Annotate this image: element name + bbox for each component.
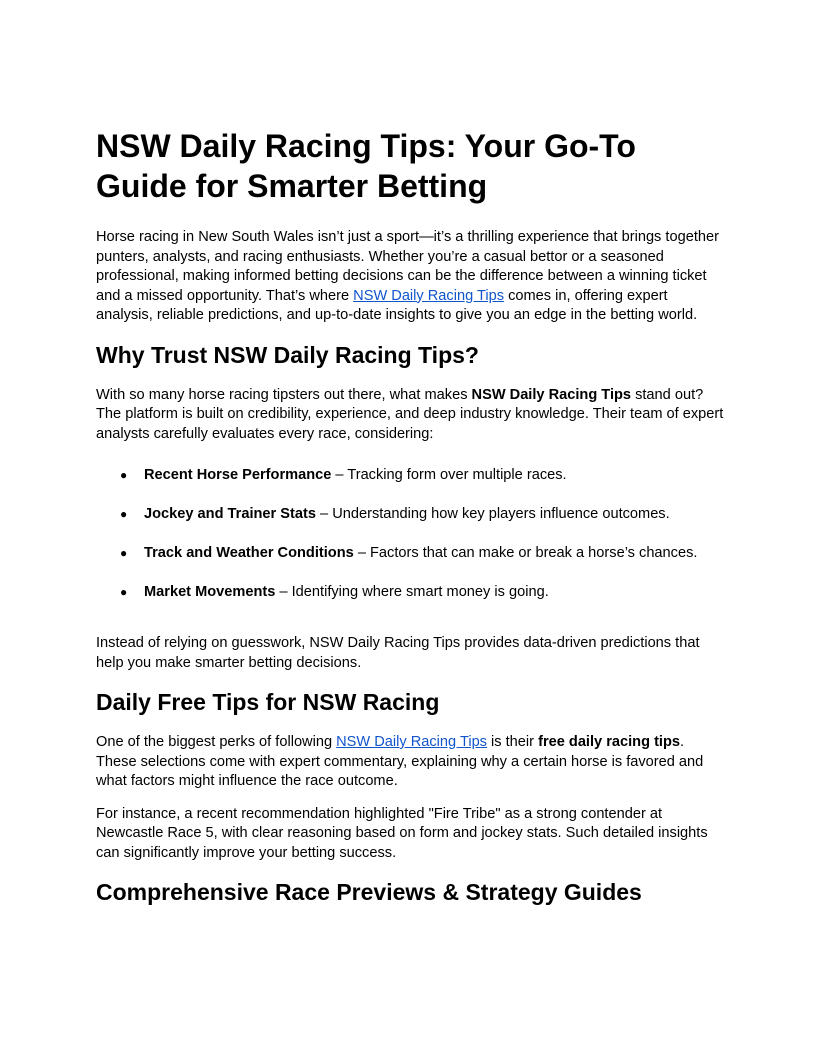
- why-text-before: With so many horse racing tipsters out there, what makes: [96, 386, 472, 403]
- nsw-daily-racing-tips-link[interactable]: NSW Daily Racing Tips: [353, 287, 505, 304]
- list-spacer: [96, 622, 724, 634]
- daily-tips-paragraph: [96, 733, 724, 792]
- daily-text-mid: is their: [486, 734, 539, 750]
- why-text-after: stand out? The platform is built on credibility, experience, and deep industry knowledge. Their team of expert analysts carefully evaluates every race, considering:: [96, 386, 724, 442]
- intro-paragraph: [96, 228, 724, 326]
- factors-list: [96, 466, 724, 603]
- list-item-text: – Understanding how key players influence outcomes.: [315, 506, 670, 522]
- list-item-text: – Identifying where smart money is going.: [275, 584, 549, 600]
- list-item-text: – Tracking form over multiple races.: [331, 467, 567, 483]
- list-item: [96, 583, 724, 603]
- bullet-icon: ●: [120, 468, 128, 482]
- daily-text-bold: free daily racing tips: [538, 734, 681, 750]
- list-item-title: Jockey and Trainer Stats: [144, 506, 316, 522]
- list-item-title: Track and Weather Conditions: [144, 545, 354, 561]
- bullet-icon: ●: [120, 507, 128, 521]
- example-paragraph: For instance, a recent recommendation highlighted "Fire Tribe" as a strong contender at Newcastle Race 5, with clear reasoning based on form and jockey stats. Such detailed insights can significantly improve your betting success.: [96, 805, 708, 861]
- intro-text-before: Horse racing in New South Wales isn’t just a sport—it’s a thrilling experience that brings together punters, analysts, and racing enthusiasts. Whether you’re a casual bettor or a seasoned professional, making informed betting decisions can be the difference between a winning ticket and a missed opportunity. That’s where: [96, 229, 719, 304]
- daily-text-after: . These selections come with expert commentary, explaining why a certain horse is favored and what factors might influence the race outcome.: [96, 734, 704, 789]
- why-trust-heading: Why Trust NSW Daily Racing Tips?: [96, 341, 479, 368]
- list-item-title: Market Movements: [144, 584, 276, 600]
- why-closing-paragraph: Instead of relying on guesswork, NSW Daily Racing Tips provides data-driven predictions that help you make smarter betting decisions.: [96, 635, 700, 671]
- nsw-daily-racing-tips-link[interactable]: NSW Daily Racing Tips: [336, 734, 487, 750]
- why-trust-paragraph: [96, 386, 724, 445]
- list-item-text: – Factors that can make or break a horse’s chances.: [353, 545, 698, 561]
- list-item: [96, 544, 724, 564]
- list-item: [96, 466, 724, 486]
- daily-text-before: One of the biggest perks of following: [96, 734, 337, 750]
- document-page: [96, 126, 724, 923]
- intro-text-after: comes in, offering expert analysis, reliable predictions, and up-to-date insights to give you an edge in the betting world.: [96, 287, 698, 323]
- list-item-title: Recent Horse Performance: [144, 467, 332, 483]
- daily-free-tips-heading: Daily Free Tips for NSW Racing: [96, 689, 440, 715]
- page-title: NSW Daily Racing Tips: Your Go-To Guide for Smarter Betting: [96, 128, 636, 204]
- bullet-icon: ●: [120, 546, 128, 560]
- bullet-icon: ●: [120, 585, 128, 599]
- comprehensive-heading: Comprehensive Race Previews & Strategy Guides: [96, 879, 642, 905]
- why-text-bold: NSW Daily Racing Tips: [471, 386, 632, 403]
- list-item: [96, 505, 724, 525]
